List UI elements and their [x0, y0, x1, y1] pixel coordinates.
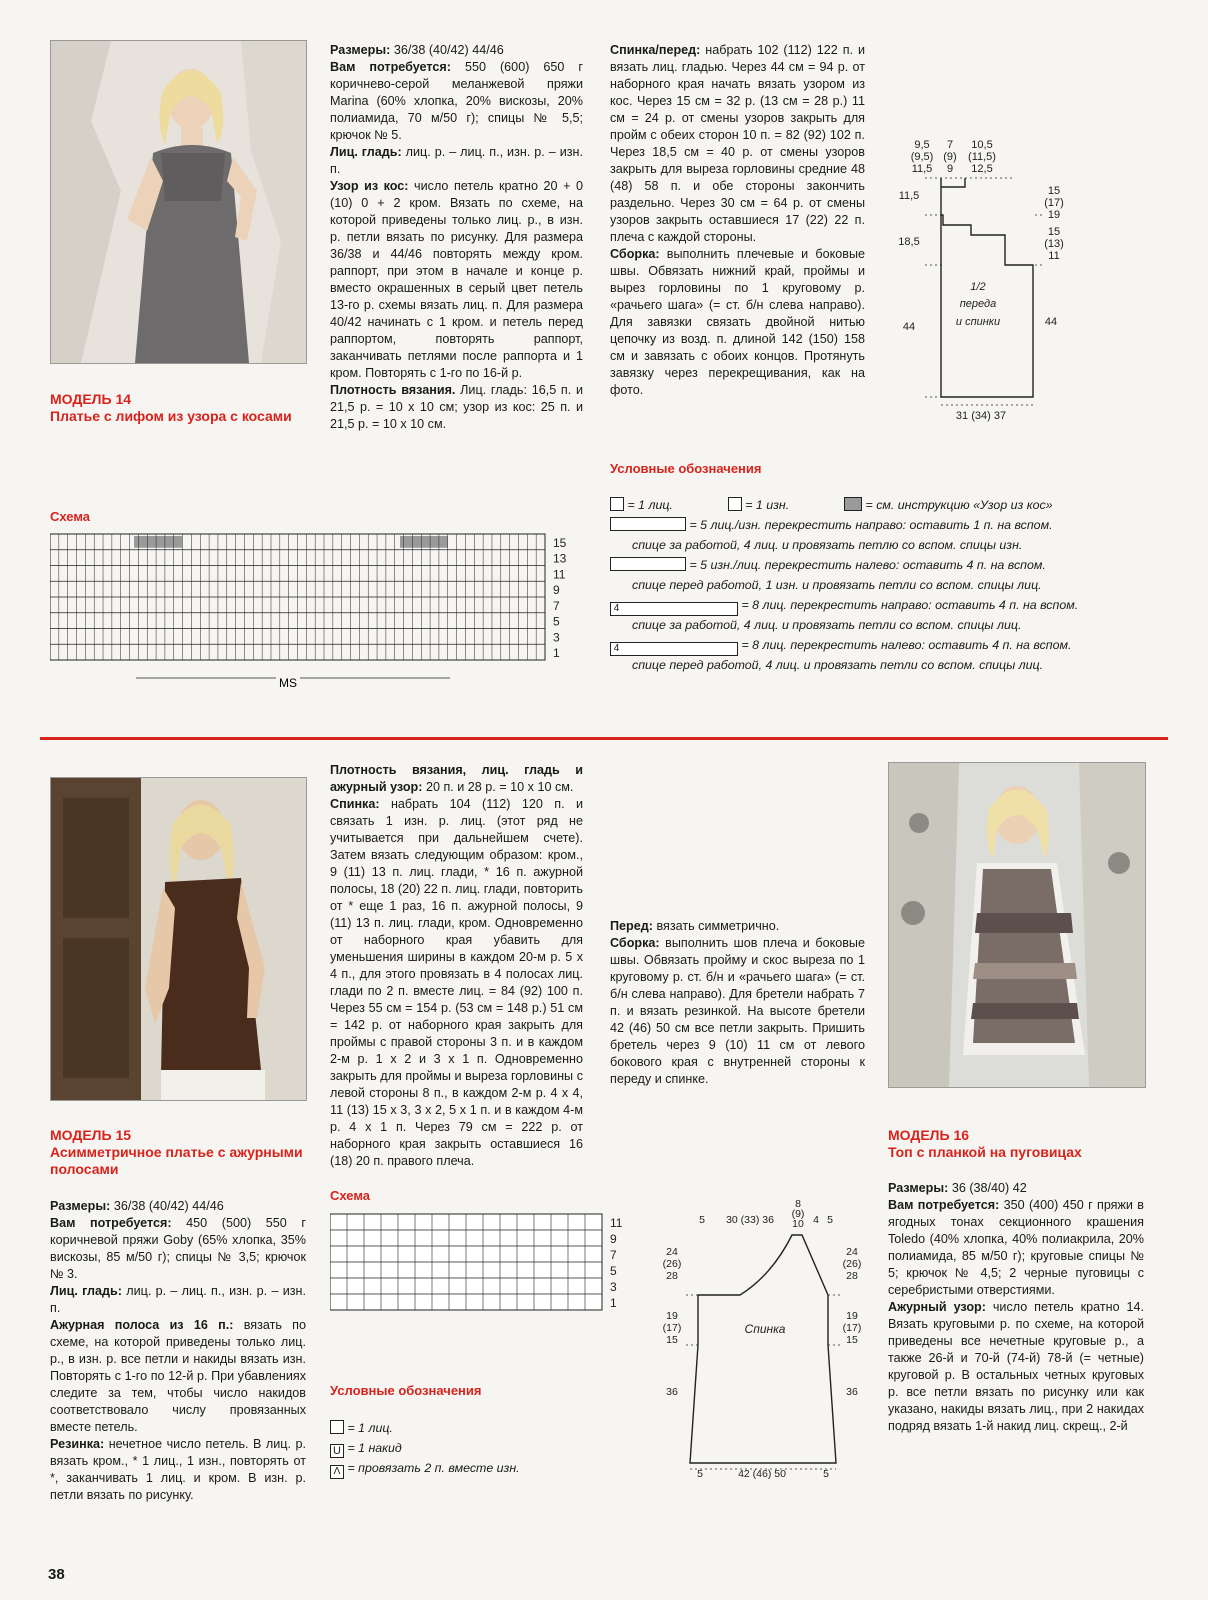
model-16-title-block	[888, 1127, 1148, 1161]
dim-top-c3: 10	[792, 1218, 804, 1230]
dim-right-c: 36	[846, 1386, 858, 1398]
stitch-value: лиц. р. – лиц. п., изн. р. – изн. п.	[50, 1284, 307, 1315]
chart-row-number: 7	[553, 598, 560, 613]
front-value: вязать симметрично.	[656, 919, 780, 933]
chart-row-number: 1	[553, 646, 560, 660]
legend-c8r-line2: спице за работой, 4 лиц. и провязать петли со вспом. спицы лиц.	[632, 618, 1022, 632]
legend-k2tog: = провязать 2 п. вместе изн.	[347, 1461, 520, 1475]
sizes-value: 36/38 (40/42) 44/46	[113, 1199, 224, 1213]
lace-label: Ажурный узор:	[888, 1300, 986, 1314]
density-value: Лиц. гладь: 16,5 п. и 21,5 р. = 10 х 10 см; узор из кос: 25 п. и 21,5 р. = 10 х 10 см.	[330, 383, 584, 431]
chart-row-number: 11	[610, 1216, 623, 1230]
dim-right-a-2: (17)	[1044, 197, 1064, 209]
dim-bottom-a: 5	[697, 1468, 703, 1480]
model-14-schematic	[885, 135, 1115, 425]
gray-cells	[134, 536, 182, 548]
chart-row-number: 3	[610, 1280, 617, 1294]
dim-right-b3: 15	[846, 1334, 858, 1346]
lace-label: Ажурная полоса из 16 п.:	[50, 1318, 234, 1332]
model-15-legend-title: Условные обозначения	[330, 1383, 482, 1398]
model-14-legend-title: Условные обозначения	[610, 461, 762, 476]
density-value: 20 п. и 28 р. = 10 х 10 см.	[425, 780, 574, 794]
model-16-column	[888, 1180, 1144, 1435]
schematic-outline	[690, 1235, 836, 1463]
dim-right-a3: 28	[846, 1270, 858, 1282]
sizes-label: Размеры:	[888, 1181, 949, 1195]
lace-value: вязать по схеме, на которой приведены только лиц. р., в изн. р. все петли и накиды вязать изн. Повторять с 1-го по 12-й р. При убавлениях следите за тем, чтобы число накидов соответствовало числу провязанных вместе петель.	[50, 1318, 306, 1434]
dim-left-b2: (17)	[662, 1322, 682, 1334]
model-16-title: Топ с планкой на пуговицах	[888, 1144, 1082, 1160]
need-value: 450 (500) 550 г коричневой пряжи Goby (65% хлопка, 35% вискозы, 85 м/50 г); спицы № 3,5; крючок № 3.	[50, 1216, 306, 1281]
model-15-chart	[330, 1212, 640, 1332]
chart-row-number: 15	[553, 535, 567, 550]
dim-right-a: 15	[1047, 185, 1061, 197]
dim-top-d: 4	[813, 1214, 819, 1226]
assembly-value: выполнить плечевые и боковые швы. Обвязать нижний край, проймы и вырез горловины по 1 круговому р. «рачьего шага» (= ст. б/н слева направо). Для завязки связать двойной нитью цепочку из возд. п. длиной 142 (150) 158 см и завязать с обоих концов. Протянуть завязку через перекрещивания, как на фото.	[610, 247, 866, 397]
dim-left-c: 44	[902, 321, 916, 333]
model-15-column-2	[330, 762, 583, 1170]
stitch-value: лиц. р. – лиц. п., изн. р. – изн. п.	[330, 145, 584, 176]
yarn-over-symbol: U	[330, 1444, 344, 1458]
legend-c5l: = 5 изн./лиц. перекрестить налево: оставить 4 п. на вспом.	[689, 558, 1046, 572]
legend-yo: = 1 накид	[347, 1441, 402, 1455]
sizes-value: 36 (38/40) 42	[951, 1181, 1027, 1195]
legend-knit: = 1 лиц.	[347, 1421, 393, 1435]
k2tog-symbol: Λ	[330, 1465, 344, 1479]
dim-top-b: 30 (33) 36	[726, 1214, 774, 1226]
sizes-value: 36/38 (40/42) 44/46	[393, 43, 504, 57]
stitch-label: Лиц. гладь:	[50, 1284, 122, 1298]
model-14-legend	[610, 495, 1170, 675]
stitch-label: Лиц. гладь:	[330, 145, 402, 159]
rib-value: нечетное число петель. В лиц. р. вязать кром., * 1 лиц., 1 изн., повторять от *, заканчивать 1 лиц. и кром. В изн. р. петли вязать по рисунку.	[50, 1437, 307, 1502]
purl-symbol	[728, 497, 742, 511]
need-label: Вам потребуется:	[888, 1198, 1000, 1212]
model-16-label: МОДЕЛЬ 16	[888, 1127, 970, 1143]
dim-right-b-2: (13)	[1044, 238, 1064, 250]
pattern-value: число петель кратно 20 + 0 (10) 0 + 2 кром. Вязать по схеме, на которой приведены только лиц. р., в изн. р. петли вязать по рисунку. Для размера 36/38 и 44/46 повторять между кром. раппорт, при этом в начале и конце р. вместо окрашенных в серый цвет петель 13-го р. схемы вязать лиц. п. Для размера 40/42 начинать с 1 кром. и петель перед раппортом, повторять раппорт, заканчивать петлями после раппорта и 1 кром. Повторять с 1-го по 16-й р.	[330, 179, 584, 380]
dim-top-right-2: (11,5)	[968, 151, 996, 163]
legend-purl: = 1 изн.	[745, 498, 790, 512]
legend-row-c8l	[610, 635, 1170, 655]
dim-top-c: 8	[795, 1198, 801, 1210]
dim-top-mid-3: 9	[946, 163, 954, 175]
model-15-column-3	[610, 918, 865, 1088]
gray-cells	[400, 536, 448, 548]
legend-row-yo	[330, 1438, 590, 1458]
pattern-label: Узор из кос:	[330, 179, 409, 193]
schematic-outline	[941, 178, 1033, 397]
chart-row-number: 3	[553, 630, 560, 645]
cable-8-right-symbol	[610, 602, 738, 616]
dim-left-b: 19	[666, 1310, 678, 1322]
legend-c8l: = 8 лиц. перекрестить налево: оставить 4 п. на вспом.	[741, 638, 1072, 652]
front-label: Перед:	[610, 919, 653, 933]
model-16-photo	[888, 762, 1146, 1088]
chart-row-number: 9	[553, 583, 560, 597]
model-14-photo	[50, 40, 307, 364]
dim-top-left-3: 11,5	[911, 163, 933, 175]
assembly-label: Сборка:	[610, 936, 660, 950]
rib-label: Резинка:	[50, 1437, 105, 1451]
model-16-photo-illustration	[889, 763, 1145, 1087]
legend-knit: = 1 лиц.	[627, 498, 673, 512]
model-14-label: МОДЕЛЬ 14	[50, 391, 132, 407]
model-15-title: Асимметричное платье с ажурными полосами	[50, 1144, 303, 1177]
model-14-title: Платье с лифом из узора с косами	[50, 408, 292, 424]
legend-c8l-line2: спице перед работой, 4 лиц. и провязать петли со вспом. спицы лиц.	[632, 658, 1044, 672]
page-number: 38	[48, 1566, 65, 1583]
knit-symbol	[330, 1420, 344, 1434]
density-label: Плотность вязания, лиц. гладь и ажурный узор:	[330, 763, 583, 794]
dim-top-mid: 7	[946, 139, 954, 151]
gray-symbol	[844, 497, 862, 511]
cable-8-left-symbol	[610, 642, 738, 656]
dim-top-right: 10,5	[971, 139, 993, 151]
dim-top-a: 5	[699, 1214, 705, 1226]
dim-right-a2: (26)	[842, 1258, 862, 1270]
cable-8-right-count: 4	[613, 603, 620, 614]
chart-row-number: 1	[610, 1296, 617, 1310]
legend-row-c5l	[610, 555, 1170, 575]
front-value: набрать 102 (112) 122 п. и вязать лиц. гладью. Через 44 см = 94 р. от наборного края начать вязать узором из кос. Через 15 см = 32 р. (13 см = 28 р.) 11 см = 24 р. от смены узоров закрыть для пройм с обеих сторон 10 п. = 82 (92) 102 п. Через 18,5 см = 40 р. от смены узоров закрыть для выреза горловины средние 48 (48) 58 п. и обе стороны закончить раздельно. Через 30 см = 64 р. от смены узоров закрыть оставшиеся 17 (22) 22 п. плеча с каждой стороны.	[610, 43, 866, 244]
back-value: набрать 104 (112) 120 п. и связать 1 изн. р. лиц. (этот ряд не учитывается при дальнейшем счете). Затем вязать следующим образом: кром., 9 (11) 13 п. лиц. глади, * 16 п. ажурной полосы, 18 (20) 22 п. лиц. глади, повторить от * еще 1 раз, 16 п. ажурной полосы, 9 (11) 13 п. лиц. глади, кром. Одновременно от наборного края убавить для уменьшения ширины в каждом 20-м р. 5 х 4 п., для этого провязать в 4 полосах лиц. глади по 2 п. вместе лиц. = 84 (92) 100 п. Через 55 см = 154 р. (53 см = 148 р.) 51 см = 142 р. от наборного края закрыть для проймы с правой стороны 3 п. и в каждом 2-м р. 1 х 2 и 3 х 1 п. Одновременно закрыть для проймы и выреза горловины с левой стороны 8 п., в каждом 2-м р. 4 х 4, 11 (13) 15 х 3, 3 х 2, 5 х 1 п. и в каждом 4-м р. 4 х 1 п. Через 79 см = 222 р. от наборного края закрыть оставшиеся 16 (18) 20 п. правого плеча.	[330, 797, 584, 1168]
need-value: 550 (600) 650 г коричнево-серой меланжевой пряжи Marina (60% хлопка, 20% вискозы, 20% полиамида, 70 м/50 г); спицы № 5,5; крючок № 5.	[330, 60, 584, 142]
dim-right-c: 44	[1044, 316, 1058, 328]
need-value: 350 (400) 450 г пряжи в ягодных тонах секционного крашения Toledo (40% хлопка, 40% полиакрила, 20% полиамида, 85 м/50 г); круговые спицы № 5; крючок № 4,5; 2 черные пуговицы с серебристыми отверстиями.	[888, 1198, 1144, 1297]
center-1: 1/2	[970, 281, 986, 293]
legend-c5r: = 5 лиц./изн. перекрестить направо: оставить 1 п. на вспом.	[689, 518, 1053, 532]
dim-bottom-c: 5	[823, 1468, 829, 1480]
sizes-label: Размеры:	[330, 43, 391, 57]
model-15-title-block	[50, 1127, 308, 1178]
lace-value: число петель кратно 14. Вязать круговыми р. по схеме, на которой приведены все нечетные круговые р., а также 26-й и 70-й (74-й) 78-й (= четные) круговой р. В остальных четных круговых р. все петли вязать по рисунку или как указано, накиды вязать лиц., при 2 накидах подряд вязать 1-й накид лиц. скрещ., 2-й	[888, 1300, 1144, 1433]
model-15-schematic	[650, 1195, 880, 1485]
section-divider	[40, 737, 1168, 740]
center-label: Спинка	[744, 1322, 786, 1336]
sizes-label: Размеры:	[50, 1199, 111, 1213]
chart-row-number: 7	[610, 1248, 617, 1262]
dim-left-a: 24	[666, 1246, 678, 1258]
dim-top-left: 9,5	[914, 139, 930, 151]
model-14-title-block	[50, 391, 310, 425]
need-label: Вам потребуется:	[50, 1216, 172, 1230]
legend-c5r-line2: спице за работой, 4 лиц. и провязать петлю со вспом. спицы изн.	[632, 538, 1023, 552]
chart-row-number: 13	[553, 551, 567, 566]
dim-right-a-3: 19	[1047, 209, 1061, 221]
chart-row-number: 11	[553, 567, 566, 582]
legend-row-k2tog	[330, 1458, 590, 1478]
dim-left-a: 11,5	[898, 190, 920, 202]
dim-top-left-2: (9,5)	[910, 151, 934, 163]
model-14-chart	[50, 530, 580, 690]
legend-c5l-line2: спице перед работой, 1 изн. и провязать петли со вспом. спицы лиц.	[632, 578, 1042, 592]
legend-row-c5r	[610, 515, 1170, 535]
front-label: Спинка/перед:	[610, 43, 701, 57]
dim-top-c2: (9)	[791, 1208, 805, 1220]
model-15-legend	[330, 1418, 590, 1478]
center-3: и спинки	[955, 316, 1001, 328]
dim-left-a2: (26)	[662, 1258, 682, 1270]
center-2: переда	[959, 298, 997, 310]
back-label: Спинка:	[330, 797, 380, 811]
legend-row-knit	[330, 1418, 590, 1438]
cable-5-left-symbol	[610, 557, 686, 571]
dim-right-b2: (17)	[842, 1322, 862, 1334]
dim-left-a3: 28	[666, 1270, 678, 1282]
knit-symbol	[610, 497, 624, 511]
model-14-column-2	[610, 42, 865, 399]
model-15-label: МОДЕЛЬ 15	[50, 1127, 132, 1143]
dim-right-a: 24	[846, 1246, 858, 1258]
model-15-photo	[50, 777, 307, 1101]
legend-gray: = см. инструкцию «Узор из кос»	[865, 498, 1053, 512]
legend-row-c8r	[610, 595, 1170, 615]
dim-right-b: 19	[846, 1310, 858, 1322]
ms-label: MS	[279, 676, 297, 690]
dim-top-right-3: 12,5	[971, 163, 993, 175]
dim-right-b: 15	[1047, 226, 1061, 238]
model-15-photo-illustration	[51, 778, 306, 1100]
density-label: Плотность вязания.	[330, 383, 456, 397]
model-14-photo-illustration	[51, 41, 306, 363]
chart-row-number: 5	[553, 614, 560, 629]
dim-left-c: 36	[666, 1386, 678, 1398]
model-14-column-1	[330, 42, 583, 433]
legend-row-simple	[610, 495, 1170, 515]
chart-row-number: 5	[610, 1264, 617, 1278]
assembly-value: выполнить шов плеча и боковые швы. Обвязать пройму и скос выреза по 1 круговому р. ст. б/н и «рачьего шага» (= ст. б/н слева направо). Для бретели набрать 7 п. и вязать резинкой. На высоте бретели 42 (46) 50 см все петли закрыть. Пришить бретель через 9 (10) 11 см от левого бокового края с внутренней стороны к переду и спинке.	[610, 936, 865, 1086]
need-label: Вам потребуется:	[330, 60, 451, 74]
dim-top-mid-2: (9)	[943, 151, 957, 163]
cable-8-left-count: 4	[613, 643, 620, 654]
chart-row-number: 9	[610, 1232, 617, 1246]
dim-bottom-b: 42 (46) 50	[738, 1468, 786, 1480]
dim-left-b: 18,5	[898, 236, 920, 248]
dim-bottom: 31 (34) 37	[955, 410, 1007, 422]
legend-c8r: = 8 лиц. перекрестить направо: оставить 4 п. на вспом.	[741, 598, 1079, 612]
model-15-scheme-label: Схема	[330, 1188, 371, 1203]
model-14-scheme-label: Схема	[50, 509, 91, 524]
model-15-column-1	[50, 1198, 306, 1504]
dim-left-b3: 15	[666, 1334, 678, 1346]
dim-right-b-3: 11	[1048, 250, 1060, 262]
cable-5-right-symbol	[610, 517, 686, 531]
assembly-label: Сборка:	[610, 247, 660, 261]
dim-top-e: 5	[827, 1214, 833, 1226]
